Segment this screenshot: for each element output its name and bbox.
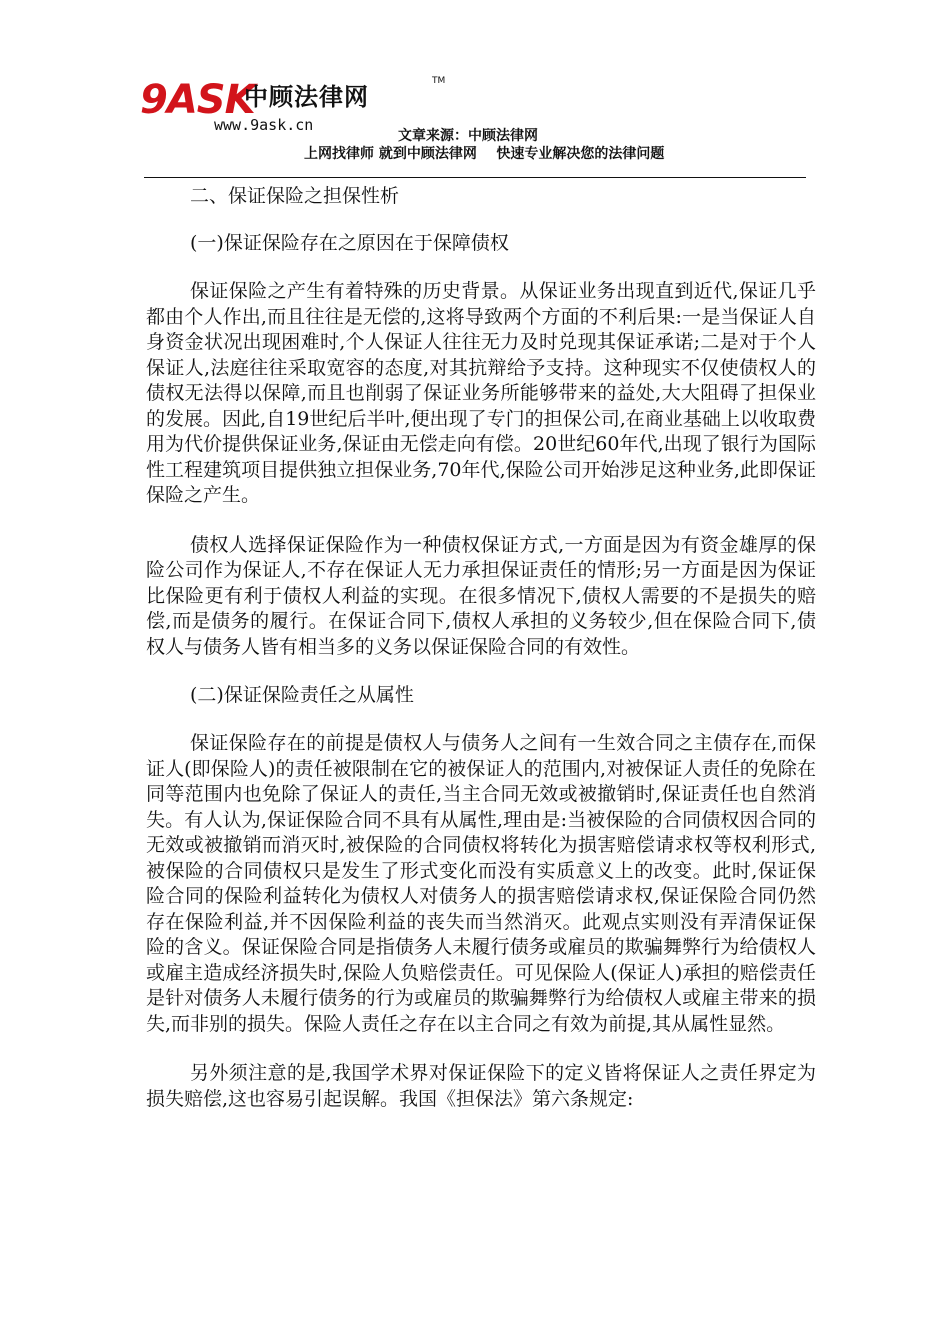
logo-url: www.9ask.cn <box>214 116 314 134</box>
section-heading: 二、保证保险之担保性析 <box>190 185 400 207</box>
subsection-heading-1: (一)保证保险存在之原因在于保障债权 <box>190 232 509 254</box>
paragraph-3: 保证保险存在的前提是债权人与债务人之间有一生效合同之主债存在,而保证人(即保险人)的责任被限制在它的被保证人的范围内,对被保证人责任的免除在同等范围内也免除了保证人的责任,当主合同无效或被撤销时,保证责任也自然消失。有人认为,保证保险合同不具有从属性,理由是:当被保险的合同债权因合同的无效或被撤销而消灭时,被保险的合同债权将转化为损害赔偿请求权等权利形式,被保险的合同债权只是发生了形式变化而没有实质意义上的改变。此时,保证保险合同的保险利益转化为债权人对债务人的损害赔偿请求权,保证保险合同仍然存在保险利益,并不因保险利益的丧失而当然消灭。此观点实则没有弄清保证保险的含义。保证保险合同是指债务人未履行债务或雇员的欺骗舞弊行为给债权人或雇主造成经济损失时,保险人负赔偿责任。可见保险人(保证人)承担的赔偿责任是针对债务人未履行债务的行为或雇员的欺骗舞弊行为给债权人或雇主带来的损失,而非别的损失。保险人责任之存在以主合同之有效为前提,其从属性显然。 <box>146 732 816 1035</box>
page-header <box>0 0 950 180</box>
paragraph-2: 债权人选择保证保险作为一种债权保证方式,一方面是因为有资金雄厚的保险公司作为保证人,不存在保证人无力承担保证责任的情形;另一方面是因为保证比保险更有利于债权人利益的实现。在很多情况下,债权人需要的不是损失的赔偿,而是债务的履行。在保证合同下,债权人承担的义务较少,但在保险合同下,债权人与债务人皆有相当多的义务以保证保险合同的有效性。 <box>146 533 816 658</box>
trademark-mark: TM <box>432 76 446 86</box>
subsection-heading-2: (二)保证保险责任之从属性 <box>190 684 414 706</box>
paragraph-1: 保证保险之产生有着特殊的历史背景。从保证业务出现直到近代,保证几乎都由个人作出,而且往往是无偿的,这将导致两个方面的不利后果:一是当保证人自身资金状况出现困难时,个人保证人往往无力及时兑现其保证承诺;二是对于个人保证人,法庭往往采取宽容的态度,对其抗辩给予支持。这种现实不仅使债权人的债权无法得以保障,而且也削弱了保证业务所能够带来的益处,大大阻碍了担保业的发展。因此,自19世纪后半叶,便出现了专门的担保公司,在商业基础上以收取费用为代价提供保证业务,保证由无偿走向有偿。20世纪60年代,出现了银行为国际性工程建筑项目提供独立担保业务,70年代,保险公司开始涉足这种业务,此即保证保险之产生。 <box>146 280 816 506</box>
site-logo[interactable] <box>140 76 446 136</box>
article-body <box>146 180 816 1112</box>
logo-mark: 9ASK <box>140 77 255 123</box>
site-slogan: 上网找律师 就到中顾法律网 快速专业解决您的法律问题 <box>304 146 665 162</box>
header-divider <box>144 177 806 178</box>
article-source: 文章来源：中顾法律网 <box>398 128 538 144</box>
paragraph-4: 另外须注意的是,我国学术界对保证保险下的定义皆将保证人之责任界定为损失赔偿,这也容易引起误解。我国《担保法》第六条规定: <box>146 1062 816 1110</box>
logo-name: 中顾法律网 <box>244 83 369 111</box>
